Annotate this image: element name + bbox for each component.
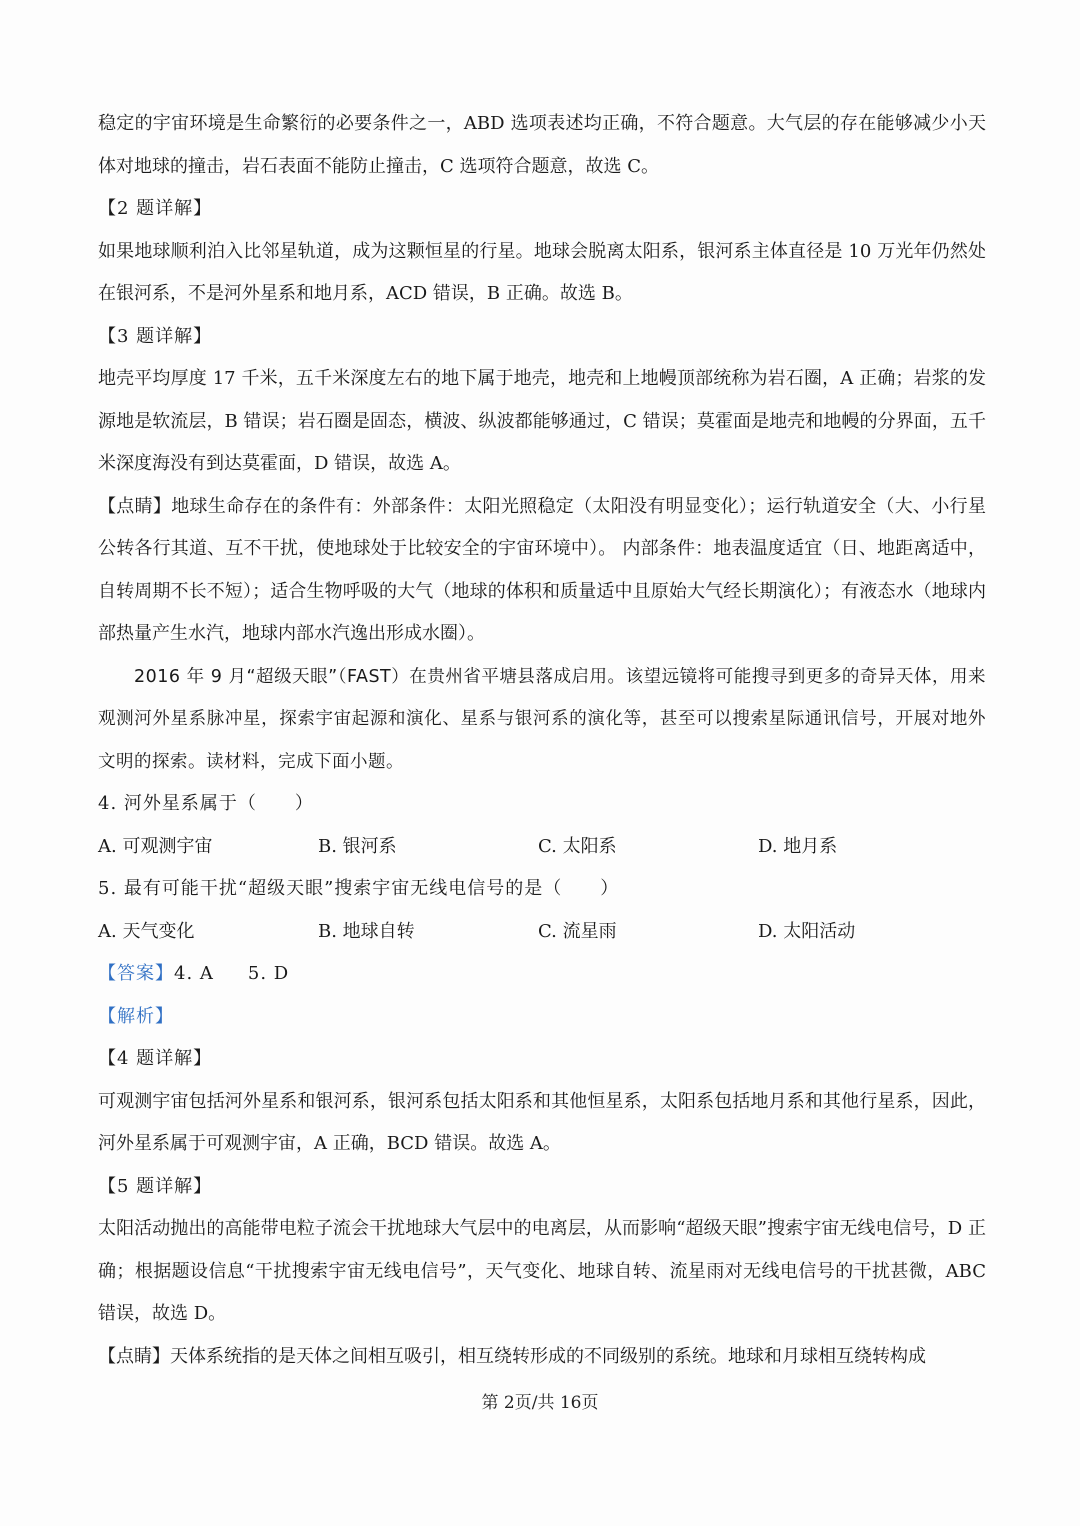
paragraph-1: 稳定的宇宙环境是生命繁衍的必要条件之一，ABD 选项表述均正确，不符合题意。大气层的存在能够减少小天体对地球的撞击，岩石表面不能防止撞击，C 选项符合题意，故选 C。 — [98, 113, 986, 177]
q5-option-b: B. 地球自转 — [318, 920, 415, 942]
question-5: 5. 最有可能干扰“超级天眼”搜索宇宙无线电信号的是（ ） — [98, 878, 620, 899]
page-number: 第 2页/共 16页 — [481, 1393, 599, 1413]
heading-q3-detail: 【3 题详解】 — [98, 325, 213, 347]
question-4: 4. 河外星系属于（ ） — [98, 793, 314, 814]
point-note-2-text: 天体系统指的是天体之间相互吸引，相互绕转形成的不同级别的系统。地球和月球相互绕转构成 — [170, 1345, 926, 1367]
heading-q4-detail: 【4 题详解】 — [98, 1048, 213, 1069]
analysis-label: 【解析】 — [98, 1005, 174, 1027]
material-paragraph: 2016 年 9 月“超级天眼”（FAST）在贵州省平塘县落成启用。该望远镜将可能搜寻到更多的奇异天体，用来观测河外星系脉冲星，探索宇宙起源和演化、星系与银河系的演化等，甚至可以搜索星际通讯信号，开展对地外文明的探索。读材料，完成下面小题。 — [98, 666, 986, 772]
question-5-options — [98, 911, 986, 954]
paragraph-q2-detail: 如果地球顺利泊入比邻星轨道，成为这颗恒星的行星。地球会脱离太阳系，银河系主体直径是 10 万光年仍然处在银河系，不是河外星系和地月系，ACD 错误，B 正确。故选 B。 — [98, 240, 986, 304]
q5-option-d: D. 太阳活动 — [758, 920, 856, 942]
q5-option-c: C. 流星雨 — [538, 920, 617, 942]
q5-option-a: A. 天气变化 — [98, 920, 195, 942]
heading-q5-detail: 【5 题详解】 — [98, 1175, 213, 1197]
point-note-1 — [98, 486, 986, 656]
point-note-2 — [98, 1336, 986, 1379]
paragraph-q4-detail: 可观测宇宙包括河外星系和银河系，银河系包括太阳系和其他恒星系，太阳系包括地月系和其他行星系，因此，河外星系属于可观测宇宙，A 正确，BCD 错误。故选 A。 — [98, 1090, 986, 1154]
point-note-2-label: 【点睛】 — [98, 1345, 170, 1367]
paragraph-q3-detail: 地壳平均厚度 17 千米，五千米深度左右的地下属于地壳，地壳和上地幔顶部统称为岩石圈，A 正确；岩浆的发源地是软流层，B 错误；岩石圈是固态，横波、纵波都能够通过，C 错误；莫霍面是地壳和地幔的分界面，五千米深度海没有到达莫霍面，D 错误，故选 A。 — [98, 368, 986, 474]
paragraph-q5-detail: 太阳活动抛出的高能带电粒子流会干扰地球大气层中的电离层，从而影响“超级天眼”搜索宇宙无线电信号，D 正确；根据题设信息“干扰搜索宇宙无线电信号”，天气变化、地球自转、流星雨对无线电信号的干扰甚微，ABC 错误，故选 D。 — [98, 1218, 986, 1324]
q4-option-a: A. 可观测宇宙 — [98, 835, 213, 857]
point-note-1-label: 【点睛】 — [98, 495, 172, 517]
document-content — [98, 103, 986, 1378]
answer-label: 【答案】 — [98, 963, 174, 984]
q4-option-c: C. 太阳系 — [538, 835, 617, 857]
answer-5: 5. D — [247, 963, 290, 984]
heading-q2-detail: 【2 题详解】 — [98, 198, 213, 219]
answer-4: 4. A — [174, 963, 214, 984]
q4-option-b: B. 银河系 — [318, 835, 397, 857]
point-note-1-text: 地球生命存在的条件有：外部条件：太阳光照稳定（太阳没有明显变化）；运行轨道安全（大、小行星公转各行其道、互不干扰，使地球处于比较安全的宇宙环境中）。 内部条件：地表温度适宜（日、地距离适中，自转周期不长不短）；适合生物呼吸的大气（地球的体积和质量适中且原始大气经长期演化）；有液态水（地球内部热量产生水汽，地球内部水汽逸出形成水圈）。 — [98, 495, 986, 644]
answer-line — [98, 953, 986, 996]
q4-option-d: D. 地月系 — [758, 835, 838, 857]
question-4-options — [98, 826, 986, 869]
